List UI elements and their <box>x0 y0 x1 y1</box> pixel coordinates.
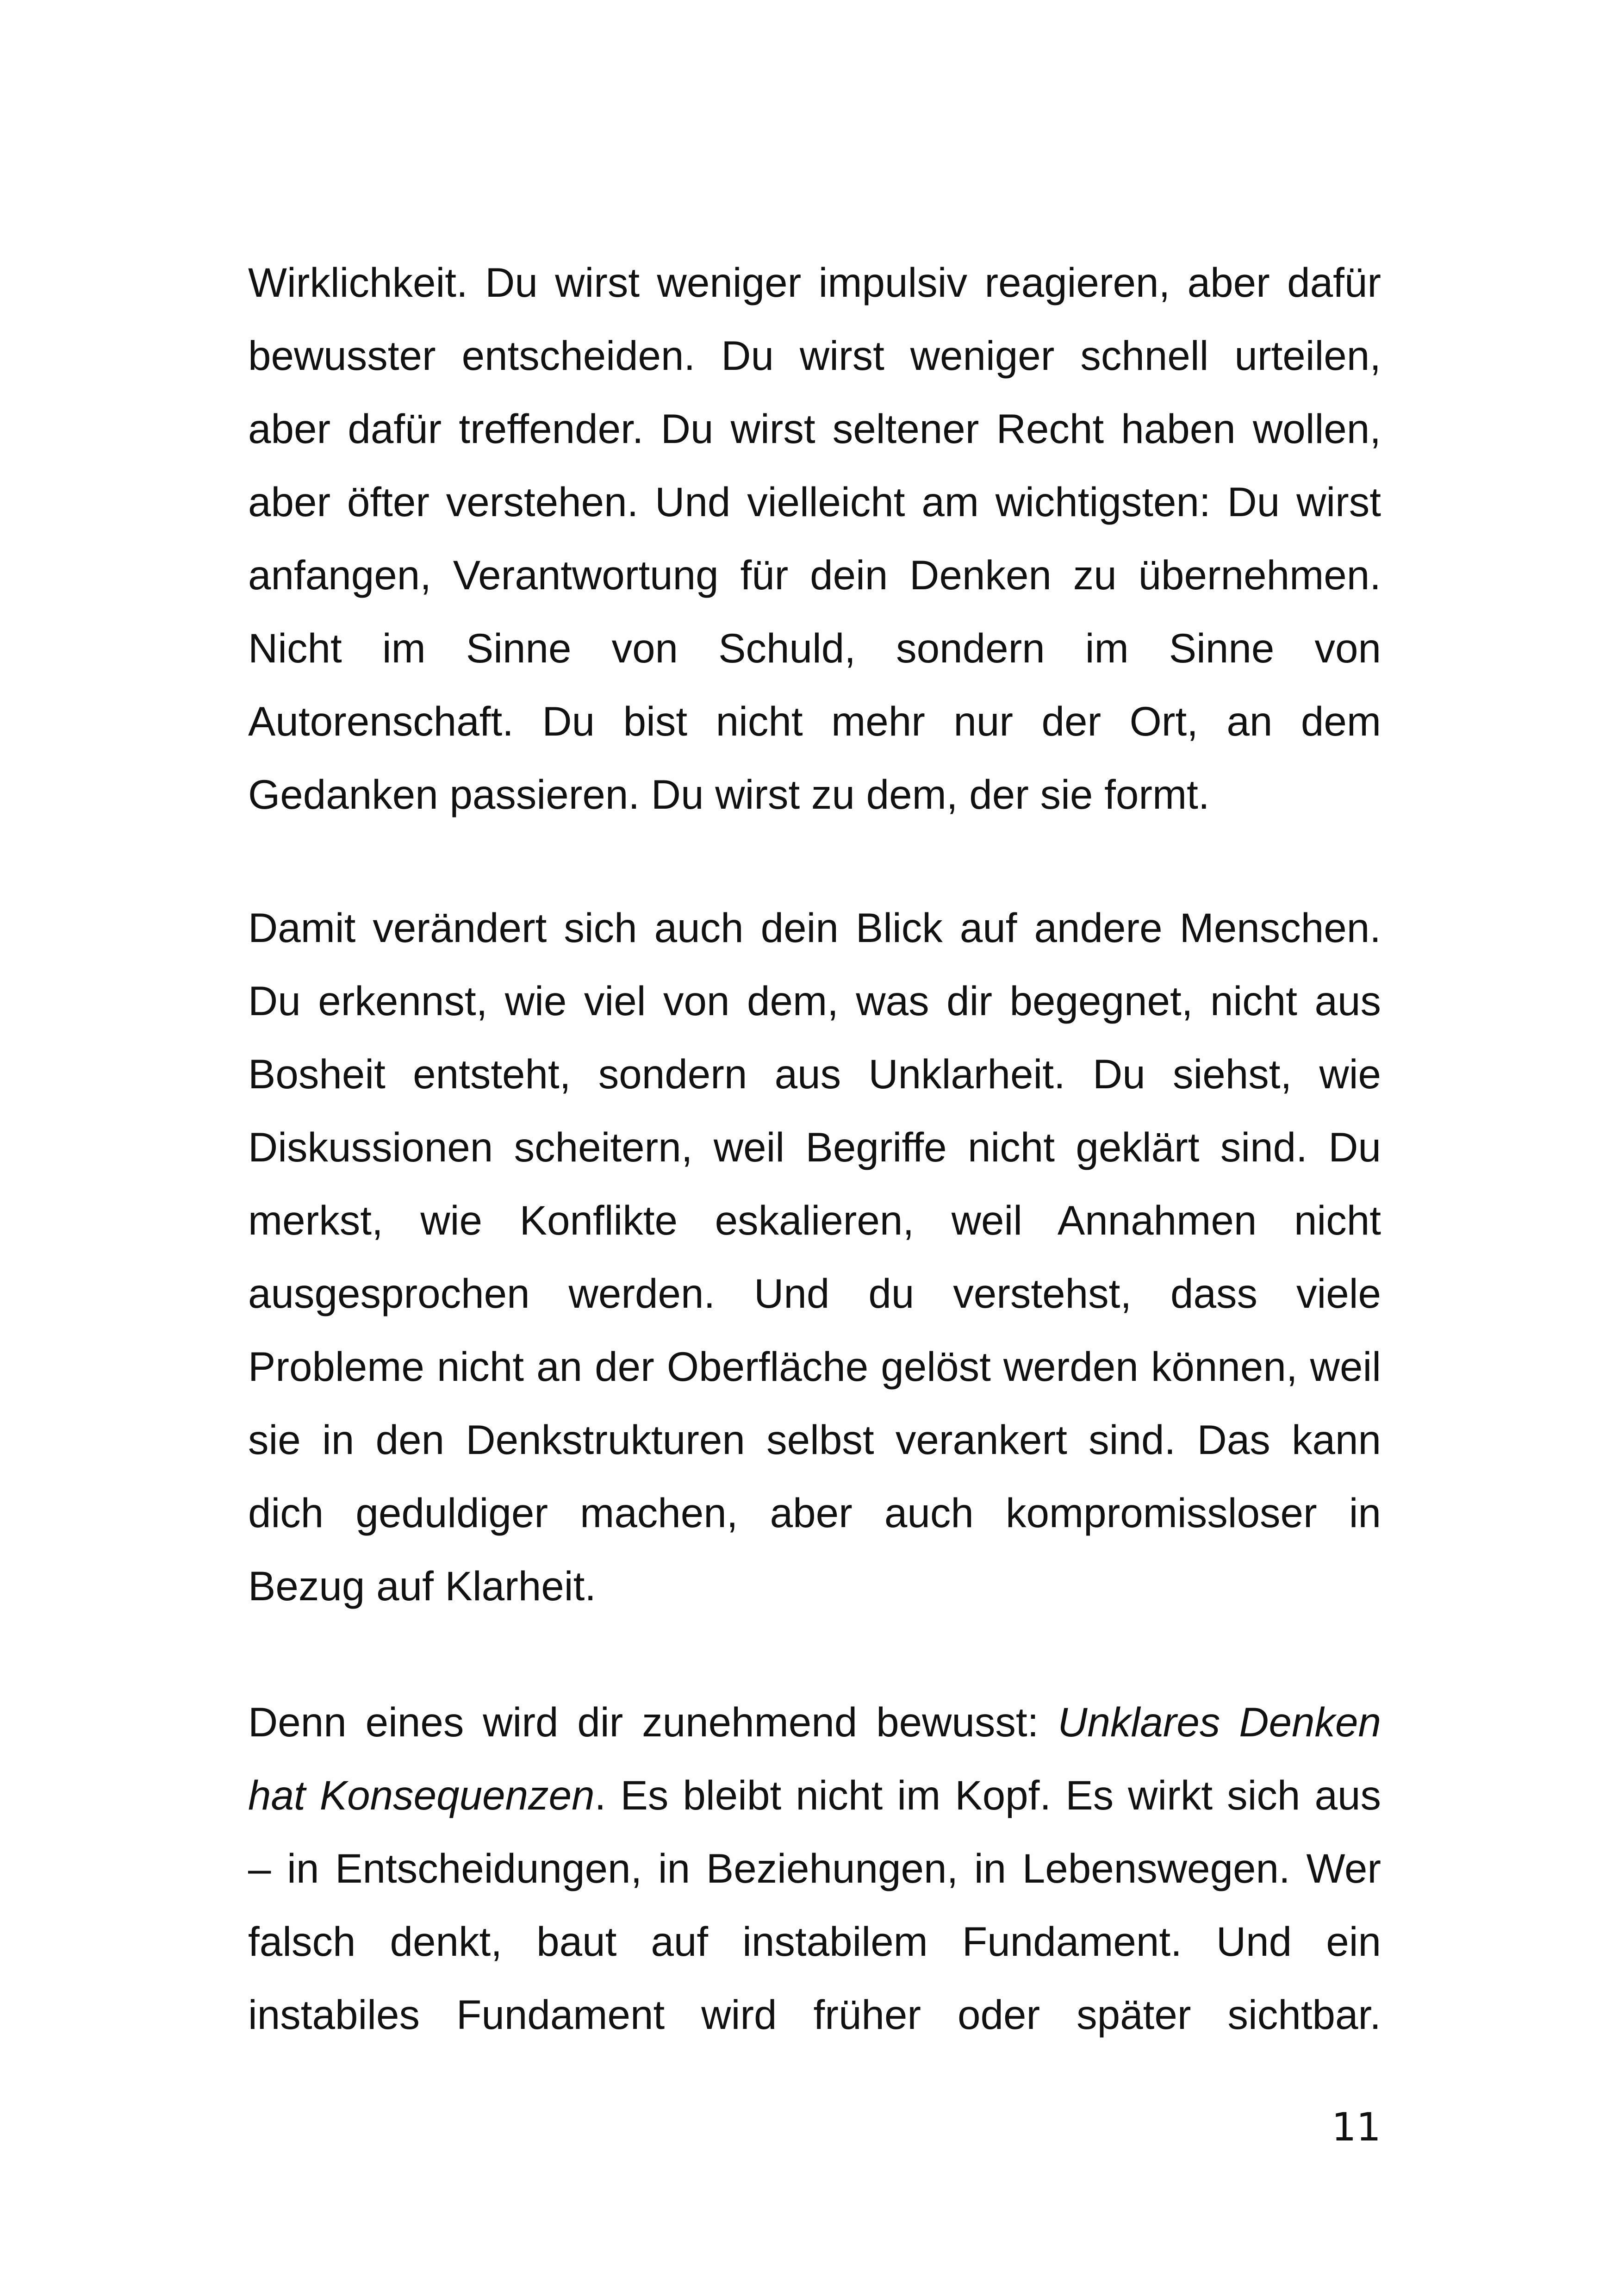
paragraph-2-text: Damit verändert sich auch dein Blick auf andere Menschen. Du erkennst, wie viel von dem, was dir begegnet, nicht aus Bosheit entsteht, sondern aus Unklarheit. Du siehst, wie Diskussionen scheitern, weil Begriffe nicht geklärt sind. Du merkst, wie Konflikte eskalieren, weil Annahmen nicht ausgesprochen werden. Und du verstehst, dass viele Probleme nicht an der Oberfläche gelöst werden können, weil sie in den Denkstrukturen selbst verankert sind. Das kann dich geduldiger machen, aber auch kompromissloser in Bezug auf Klarheit. <box>248 905 1381 1609</box>
paragraph-3-trailing-text: . Es bleibt nicht im Kopf. Es wirkt sich aus – in Entscheidungen, in Beziehungen, in Lebenswegen. Wer falsch denkt, baut auf instabilem Fundament. Und ein instabiles Fundament wird früher oder später sichtbar. <box>248 1772 1382 2038</box>
page-number: 11 <box>1332 2104 1381 2150</box>
paragraph-2 <box>248 891 1381 1622</box>
paragraph-1 <box>248 246 1381 831</box>
paragraph-3-lead-text: Denn eines wird dir zunehmend bewusst: <box>248 1699 1058 1745</box>
paragraph-3-emphasis: Unklares Denken hat Konsequenzen <box>248 1699 1381 1818</box>
paragraph-3-text <box>248 1685 1381 2051</box>
paragraph-1-text: Wirklichkeit. Du wirst weniger impulsiv reagieren, aber dafür bewusster entscheiden. Du wirst weniger schnell urteilen, aber dafür treffender. Du wirst seltener Recht haben wollen, aber öfter verstehen. Und vielleicht am wichtigsten: Du wirst anfangen, Verantwortung für dein Denken zu übernehmen. Nicht im Sinne von Schuld, sondern im Sinne von Autorenschaft. Du bist nicht mehr nur der Ort, an dem Gedanken passieren. Du wirst zu dem, der sie formt. <box>248 259 1381 817</box>
paragraph-3 <box>248 1685 1381 2051</box>
